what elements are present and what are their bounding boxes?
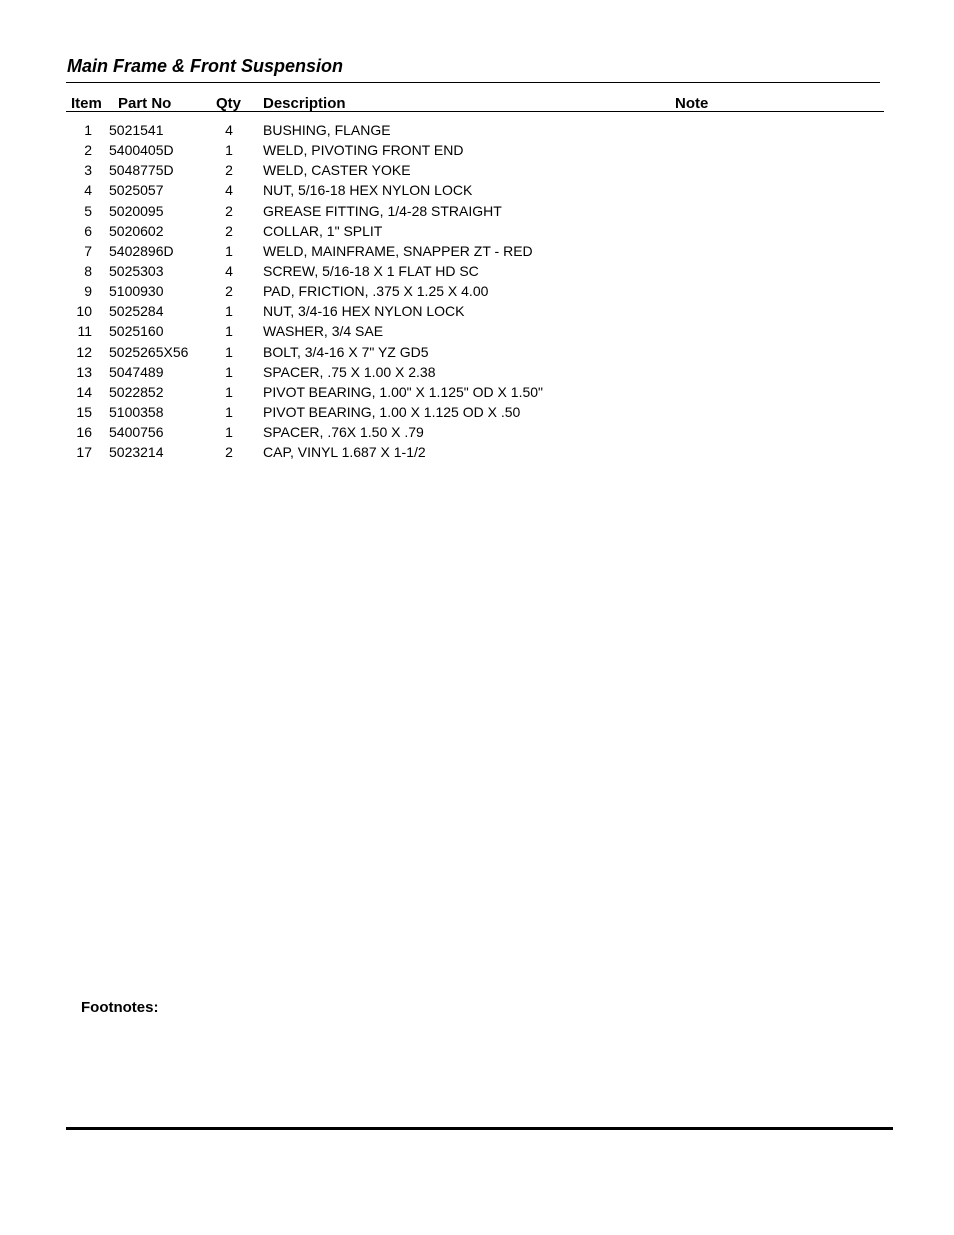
row-description: SCREW, 5/16-18 X 1 FLAT HD SC (263, 262, 479, 279)
row-description: SPACER, .76X 1.50 X .79 (263, 424, 424, 441)
row-part-no: 5100358 (109, 403, 164, 420)
row-part-no: 5020602 (109, 222, 164, 239)
row-qty: 2 (225, 202, 233, 219)
row-item: 17 (76, 444, 92, 461)
row-qty: 1 (225, 424, 233, 441)
row-item: 14 (76, 383, 92, 400)
row-part-no: 5400756 (109, 424, 164, 441)
table-row (0, 243, 954, 263)
row-item: 6 (84, 222, 92, 239)
row-qty: 2 (225, 222, 233, 239)
row-part-no: 5020095 (109, 202, 164, 219)
row-item: 2 (84, 142, 92, 159)
row-description: WELD, PIVOTING FRONT END (263, 142, 464, 159)
table-row (0, 303, 954, 323)
table-row (0, 344, 954, 364)
header-divider (66, 111, 884, 112)
row-item: 16 (76, 424, 92, 441)
table-row (0, 444, 954, 464)
row-description: COLLAR, 1" SPLIT (263, 222, 383, 239)
header-note: Note (675, 95, 709, 112)
row-part-no: 5025160 (109, 323, 164, 340)
row-part-no: 5023214 (109, 444, 164, 461)
footnotes-label: Footnotes: (81, 999, 159, 1016)
table-row (0, 404, 954, 424)
row-description: WASHER, 3/4 SAE (263, 323, 384, 340)
row-part-no: 5100930 (109, 283, 164, 300)
header-item: Item (71, 95, 102, 112)
table-row (0, 142, 954, 162)
row-part-no: 5400405D (109, 142, 174, 159)
table-row (0, 122, 954, 142)
header-qty: Qty (216, 95, 242, 112)
row-qty: 1 (225, 303, 233, 320)
row-qty: 1 (225, 363, 233, 380)
table-row (0, 263, 954, 283)
row-part-no: 5022852 (109, 383, 164, 400)
row-qty: 1 (225, 323, 233, 340)
table-row (0, 424, 954, 444)
page-title: Main Frame & Front Suspension (67, 56, 344, 76)
row-description: BOLT, 3/4-16 X 7" YZ GD5 (263, 343, 429, 360)
row-qty: 1 (225, 343, 233, 360)
row-item: 13 (76, 363, 92, 380)
row-item: 11 (77, 323, 92, 340)
row-part-no: 5048775D (109, 162, 174, 179)
row-item: 7 (84, 242, 92, 259)
table-row (0, 182, 954, 202)
table-row (0, 364, 954, 384)
row-item: 4 (84, 182, 92, 199)
footer-divider (66, 1127, 893, 1130)
row-qty: 4 (225, 262, 233, 279)
row-item: 12 (76, 343, 92, 360)
table-row (0, 223, 954, 243)
header-description: Description (263, 95, 346, 112)
row-qty: 2 (225, 162, 233, 179)
row-description: WELD, CASTER YOKE (263, 162, 411, 179)
row-qty: 2 (225, 444, 233, 461)
row-description: CAP, VINYL 1.687 X 1-1/2 (263, 444, 426, 461)
row-item: 1 (84, 122, 92, 138)
row-description: SPACER, .75 X 1.00 X 2.38 (263, 363, 436, 380)
header-part-no: Part No (118, 95, 172, 112)
row-description: PAD, FRICTION, .375 X 1.25 X 4.00 (263, 283, 489, 300)
row-part-no: 5047489 (109, 363, 164, 380)
row-part-no: 5025284 (109, 303, 164, 320)
title-divider (66, 82, 880, 83)
row-item: 8 (84, 262, 92, 279)
row-qty: 1 (225, 383, 233, 400)
row-qty: 1 (225, 142, 233, 159)
table-row (0, 162, 954, 182)
table-row (0, 203, 954, 223)
row-item: 5 (84, 202, 92, 219)
row-qty: 2 (225, 283, 233, 300)
table-row (0, 283, 954, 303)
row-description: PIVOT BEARING, 1.00" X 1.125" OD X 1.50" (263, 383, 543, 400)
row-part-no: 5025303 (109, 262, 164, 279)
row-qty: 4 (225, 122, 233, 138)
row-part-no: 5021541 (109, 122, 164, 138)
row-item: 10 (76, 303, 92, 320)
row-description: NUT, 3/4-16 HEX NYLON LOCK (263, 303, 465, 320)
row-qty: 1 (225, 403, 233, 420)
row-description: NUT, 5/16-18 HEX NYLON LOCK (263, 182, 473, 199)
table-row (0, 384, 954, 404)
row-part-no: 5402896D (109, 242, 174, 259)
row-qty: 4 (225, 182, 233, 199)
row-item: 3 (84, 162, 92, 179)
table-row (0, 323, 954, 343)
row-description: BUSHING, FLANGE (263, 122, 391, 138)
row-item: 15 (76, 403, 92, 420)
row-qty: 1 (225, 242, 233, 259)
row-item: 9 (84, 283, 92, 300)
row-part-no: 5025265X56 (109, 343, 189, 360)
row-description: GREASE FITTING, 1/4-28 STRAIGHT (263, 202, 502, 219)
row-description: PIVOT BEARING, 1.00 X 1.125 OD X .50 (263, 403, 521, 420)
row-description: WELD, MAINFRAME, SNAPPER ZT - RED (263, 242, 533, 259)
parts-table-body (0, 122, 954, 464)
row-part-no: 5025057 (109, 182, 164, 199)
